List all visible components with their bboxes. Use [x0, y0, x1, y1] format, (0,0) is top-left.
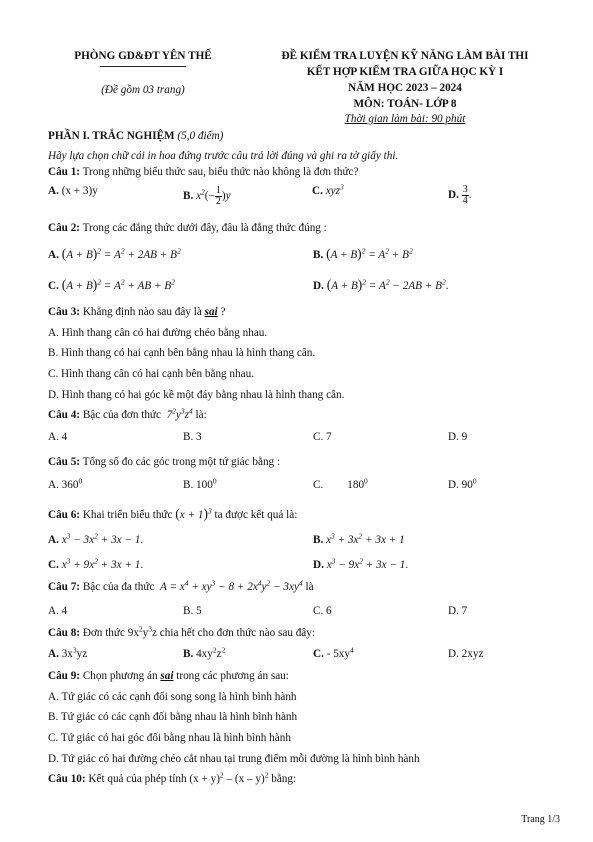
question-6-text: Khai triển biểu thức — [80, 509, 176, 521]
q4-option-c: C. 7 — [313, 431, 332, 443]
q5-option-b-text: B. 100 — [183, 479, 213, 491]
q6-option-a-letter: A. — [48, 534, 62, 546]
q5-option-c-letter: C. — [313, 479, 324, 491]
q2-option-a: A. $(A + B)^2 = A^2 + 2AB + B^2$ — [48, 246, 181, 261]
q6-option-c: C. $x^3 + 9x^2 + 3x + 1$. — [48, 556, 144, 571]
q9-option-d — [48, 752, 420, 766]
question-8-label: Câu 8: — [48, 627, 81, 639]
q5-option-d — [448, 478, 477, 492]
q1-option-c: C. xyz$^3$ — [312, 182, 344, 197]
question-7: Câu 7: Bậc của đa thức $A = x^4 + xy^3 - 8 + 2x^4y^2 - 3xy^4$ là — [48, 578, 314, 593]
question-4-text: Bậc của đơn thức — [80, 409, 164, 421]
question-8-suffix: chia hết cho đơn thức nào sau đây: — [156, 627, 315, 639]
question-4-label: Câu 4: — [48, 409, 81, 421]
q7-option-b: B. 5 — [183, 605, 202, 617]
question-3 — [48, 305, 225, 319]
q5-option-a — [48, 478, 82, 492]
q4-option-b: B. 3 — [183, 431, 202, 443]
q8-option-a-letter: A. — [48, 648, 62, 660]
q1-option-a-letter: A. — [48, 185, 62, 197]
subject-grade: MÔN: TOÁN- LỚP 8 — [353, 98, 457, 110]
q6-option-d: D. $x^3 - 9x^2 + 3x - 1$. — [313, 556, 409, 571]
question-4: Câu 4: Bậc của đơn thức $7^2y^3z^4$ là: — [48, 406, 207, 421]
question-9-label: Câu 9: — [48, 670, 81, 682]
section-title-text: PHẦN I. TRẮC NGHIỆM — [48, 130, 175, 142]
q5-option-d-degree: 0 — [472, 476, 477, 486]
question-8-text: Đơn thức — [80, 627, 128, 639]
q8-option-b: B. $4xy^2z^2$ — [183, 645, 226, 660]
exam-duration: Thời gian làm bài: 90 phút — [344, 113, 466, 125]
q2-option-a-letter: A. — [48, 249, 62, 261]
q6-option-a: A. $x^3 - 3x^2 + 3x - 1$. — [48, 531, 144, 546]
q3-option-c — [48, 367, 254, 381]
q9-option-b-text: B. Tứ giác có các cạnh đối bằng nhau là hình bình hành — [48, 711, 298, 723]
question-9-text-before: Chọn phương án — [80, 670, 161, 682]
question-10-mid: – (x – y) — [223, 773, 265, 785]
question-10-text: Kết quả của phép tính (x + y) — [85, 773, 220, 785]
q4-option-a: A. 4 — [48, 431, 68, 443]
question-10-end: bằng: — [268, 773, 297, 785]
question-6: Câu 6: Khai triển biểu thức $(x + 1)^3$ ta được kết quả là: — [48, 506, 298, 521]
q3-option-b-text: B. Hình thang có hai cạnh bên bằng nhau là hình thang cân. — [48, 347, 316, 359]
question-7-label: Câu 7: — [48, 581, 81, 593]
question-10 — [48, 772, 296, 786]
question-2 — [48, 221, 327, 235]
q3-option-b — [48, 346, 315, 360]
q3-option-c-text: C. Hình thang cân có hai cạnh bên bằng nhau. — [48, 368, 254, 380]
school-year: NĂM HỌC 2023 – 2024 — [348, 82, 462, 94]
question-3-keyword: sai — [204, 306, 218, 318]
q5-option-a-text: A. 360 — [48, 479, 79, 491]
q1-option-a — [48, 184, 98, 198]
question-7-text: Bậc của đa thức — [80, 581, 158, 593]
school-department: PHÒNG GD&ĐT YÊN THẾ — [74, 50, 212, 62]
q2-option-b-letter: B. — [313, 249, 327, 261]
q1-option-a-value: (x + 3)y — [61, 185, 98, 197]
question-10-exp1: 2 — [219, 770, 224, 780]
question-3-label: Câu 3: — [48, 306, 81, 318]
question-8: Câu 8: Đơn thức $9x^2y^3z$ chia hết cho đơn thức nào sau đây: — [48, 624, 315, 639]
page-count-note: (Đề gồm 03 trang) — [101, 84, 185, 96]
q6-option-c-letter: C. — [48, 559, 62, 571]
q1-option-d-letter: D. — [448, 189, 462, 202]
question-1-text: Trong những biểu thức sau, biểu thức nào không là đơn thức? — [80, 166, 359, 178]
q8-option-d: D. 2xyz — [448, 648, 484, 660]
question-2-text: Trong các đẳng thức dưới đây, đâu là đẳng thức đúng : — [80, 222, 327, 234]
q1-option-c-letter: C. — [312, 185, 326, 197]
q2-option-d: D. $(A + B)^2 = A^2 - 2AB + B^2$. — [313, 277, 449, 292]
question-3-text-after: ? — [217, 306, 226, 318]
q9-option-c-text: C. Tứ giác có hai góc đối bằng nhau là hình bình hành — [48, 732, 291, 744]
q1-option-b-letter: B. — [183, 190, 197, 203]
exam-title-line2: KẾT HỢP KIỂM TRA GIỮA HỌC KỲ I — [306, 66, 504, 78]
q8-option-c-letter: C. — [313, 648, 327, 660]
q5-option-c — [313, 478, 368, 492]
q5-option-c-degree: 0 — [364, 476, 368, 486]
question-5-label: Câu 5: — [48, 456, 81, 468]
q8-option-c: C. - $5xy^4$ — [313, 645, 354, 660]
section-title — [48, 129, 223, 143]
q6-option-d-letter: D. — [313, 559, 327, 571]
q2-option-b: B. $(A + B)^2 = A^2 + B^2$ — [313, 246, 413, 261]
q2-option-c-letter: C. — [48, 280, 62, 292]
q3-option-d-text: D. Hình thang có hai góc kề một đáy bằng nhau là hình thang cân. — [48, 389, 345, 401]
question-9-keyword: sai — [160, 670, 174, 682]
q8-option-a: A. $3x^3yz$ — [48, 645, 88, 660]
exam-title-line1: ĐỀ KIỂM TRA LUYỆN KỸ NĂNG LÀM BÀI THI — [281, 50, 529, 62]
section-points: (5,0 điểm) — [174, 130, 224, 142]
q7-option-d: D. 7 — [448, 605, 468, 617]
q7-option-c: C. 6 — [313, 605, 332, 617]
q2-option-d-letter: D. — [313, 280, 327, 292]
question-6-label: Câu 6: — [48, 509, 81, 521]
q3-option-d — [48, 388, 344, 402]
q1-option-b: B. $x^2(-$ $\frac{1}{2}$ )y — [183, 185, 231, 207]
q5-option-b-degree: 0 — [212, 476, 217, 486]
q6-option-b: B. $x^3 + 3x^2 + 3x + 1$ — [313, 531, 405, 546]
q5-option-a-degree: 0 — [78, 476, 83, 486]
q9-option-a — [48, 690, 297, 704]
q3-option-a — [48, 326, 267, 340]
q8-option-b-letter: B. — [183, 648, 197, 660]
question-9 — [48, 669, 289, 683]
header-left-underline — [100, 66, 186, 67]
question-10-label: Câu 10: — [48, 773, 86, 785]
question-9-text-after: trong các phương án sau: — [173, 670, 289, 682]
q5-option-d-text: D. 90 — [448, 479, 473, 491]
q9-option-c — [48, 731, 291, 745]
question-5 — [48, 455, 280, 469]
q3-option-a-text: A. Hình thang cân có hai đường chéo bằng nhau. — [48, 327, 268, 339]
q5-option-c-value: 180 — [347, 479, 365, 491]
question-4-suffix: là: — [192, 409, 207, 421]
q9-option-d-text: D. Tứ giác có hai đường chéo cắt nhau tại trung điểm mỗi đường là hình bình hành — [48, 753, 420, 765]
question-3-text-before: Khẳng định nào sau đây là — [80, 306, 205, 318]
q5-option-b — [183, 478, 217, 492]
page-number: Trang 1/3 — [521, 814, 560, 825]
q4-option-d: D. 9 — [448, 431, 468, 443]
q6-option-b-letter: B. — [313, 534, 327, 546]
q7-option-a: A. 4 — [48, 605, 68, 617]
section-instruction: Hãy lựa chọn chữ cái in hoa đứng trước câu trả lời đúng và ghi ra tờ giấy thi. — [48, 150, 399, 162]
q1-option-d: D. $\frac{3}{4}$ . — [448, 184, 472, 206]
question-5-text: Tổng số đo các góc trong một tứ giác bằng : — [80, 456, 281, 468]
question-10-exp2: 2 — [264, 770, 269, 780]
question-7-suffix: là — [302, 581, 314, 593]
question-6-suffix: ta được kết quả là: — [211, 509, 298, 521]
q9-option-a-text: A. Tứ giác có các cạnh đối song song là hình bình hành — [48, 691, 297, 703]
question-2-label: Câu 2: — [48, 222, 81, 234]
question-1 — [48, 165, 358, 179]
q9-option-b — [48, 710, 297, 724]
q2-option-c: C. $(A + B)^2 = A^2$ + AB + $B^2$ — [48, 277, 175, 292]
question-1-label: Câu 1: — [48, 166, 81, 178]
